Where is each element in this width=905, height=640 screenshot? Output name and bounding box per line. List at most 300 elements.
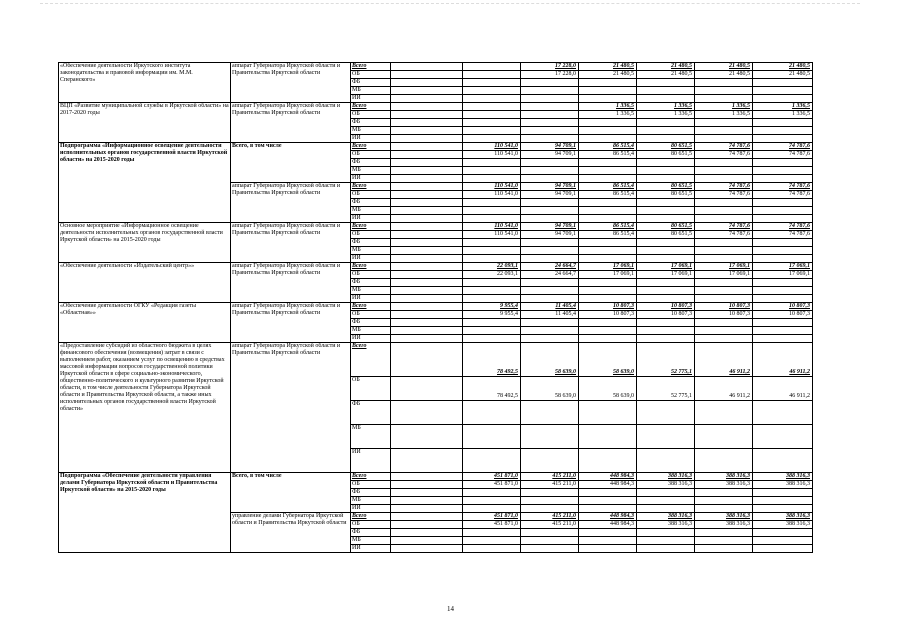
amount-cell: 80 651,5 [637, 143, 695, 151]
amount-cell: 10 807,3 [695, 303, 753, 311]
amount-cell: 46 911,2 [753, 343, 813, 377]
amount-cell [695, 127, 753, 135]
amount-cell [637, 489, 695, 497]
amount-cell: 80 651,5 [637, 151, 695, 159]
executor-cell: аппарат Губернатора Иркутской области и Правительства Иркутской области [231, 343, 351, 473]
amount-cell [579, 545, 637, 553]
amount-cell [695, 207, 753, 215]
amount-cell: 78 492,5 [463, 343, 521, 377]
amount-cell [391, 79, 463, 87]
amount-cell: 74 787,6 [753, 223, 813, 231]
amount-cell: 74 787,6 [695, 183, 753, 191]
amount-cell [753, 79, 813, 87]
amount-cell [753, 505, 813, 513]
funding-source-cell: ОБ [351, 481, 391, 489]
amount-cell: 415 211,0 [521, 481, 579, 489]
amount-cell [521, 207, 579, 215]
amount-cell [695, 497, 753, 505]
amount-cell: 110 541,0 [463, 183, 521, 191]
amount-cell: 17 069,1 [579, 263, 637, 271]
funding-source-cell: Всего [351, 473, 391, 481]
amount-cell [391, 63, 463, 71]
funding-source-cell: ОБ [351, 377, 391, 401]
amount-cell [463, 135, 521, 143]
amount-cell [521, 159, 579, 167]
amount-cell: 388 316,3 [695, 473, 753, 481]
amount-cell [753, 127, 813, 135]
amount-cell: 451 871,0 [463, 473, 521, 481]
funding-source-cell: Всего [351, 143, 391, 151]
amount-cell [579, 401, 637, 425]
amount-cell [753, 287, 813, 295]
amount-cell: 86 515,4 [579, 143, 637, 151]
funding-source-cell: ОБ [351, 311, 391, 319]
funding-source-cell: МБ [351, 127, 391, 135]
amount-cell: 74 787,6 [753, 143, 813, 151]
amount-cell [637, 239, 695, 247]
program-name-cell: «Предоставление субсидий из областного бюджета в целях финансового обеспечения (возмещения) затрат в связи с выполнением работ, оказанием услуг по освещению в средствах массовой информации вопросов государственной политики Иркутской области в сфере социально-экономического, общественно-политического и культурного развития Иркутской области, в том числе деятельности Губернатора Иркутской области и Правительства Иркутской области, а также иных исполнительных органов государственной власти Иркутской области» [59, 343, 231, 473]
amount-cell: 388 316,3 [695, 481, 753, 489]
amount-cell [391, 71, 463, 79]
funding-source-cell: Всего [351, 263, 391, 271]
amount-cell [391, 311, 463, 319]
program-name-cell: «Обеспечение деятельности «Издательский центр»» [59, 263, 231, 303]
amount-cell [579, 167, 637, 175]
amount-cell [579, 239, 637, 247]
funding-source-cell: ОБ [351, 111, 391, 119]
amount-cell [391, 159, 463, 167]
amount-cell [391, 513, 463, 521]
amount-cell: 17 069,1 [579, 271, 637, 279]
amount-cell [637, 127, 695, 135]
amount-cell [391, 231, 463, 239]
amount-cell [391, 271, 463, 279]
funding-source-cell: ИИ [351, 295, 391, 303]
funding-source-cell: ОБ [351, 231, 391, 239]
amount-cell: 21 480,5 [695, 63, 753, 71]
funding-source-cell: ФБ [351, 79, 391, 87]
amount-cell [463, 71, 521, 79]
amount-cell: 110 541,0 [463, 151, 521, 159]
amount-cell [391, 377, 463, 401]
amount-cell [391, 223, 463, 231]
amount-cell: 80 651,5 [637, 191, 695, 199]
amount-cell [579, 255, 637, 263]
amount-cell [753, 537, 813, 545]
amount-cell: 9 955,4 [463, 311, 521, 319]
amount-cell: 110 541,0 [463, 191, 521, 199]
amount-cell [463, 63, 521, 71]
amount-cell [579, 127, 637, 135]
amount-cell [637, 87, 695, 95]
amount-cell: 11 405,4 [521, 303, 579, 311]
amount-cell [463, 401, 521, 425]
amount-cell: 94 709,1 [521, 143, 579, 151]
amount-cell [521, 537, 579, 545]
amount-cell [753, 247, 813, 255]
amount-cell [579, 327, 637, 335]
amount-cell [637, 119, 695, 127]
amount-cell: 415 211,0 [521, 513, 579, 521]
amount-cell: 80 651,5 [637, 223, 695, 231]
amount-cell [637, 505, 695, 513]
amount-cell [521, 489, 579, 497]
amount-cell [463, 199, 521, 207]
amount-cell [391, 343, 463, 377]
amount-cell [695, 247, 753, 255]
amount-cell [753, 401, 813, 425]
program-name-cell: Подпрограмма «Информационное освещение деятельности исполнительных органов государственной власти Иркутской области» на 2015-2020 годы [59, 143, 231, 223]
amount-cell [579, 159, 637, 167]
amount-cell [637, 167, 695, 175]
amount-cell [463, 287, 521, 295]
amount-cell [463, 103, 521, 111]
amount-cell [391, 143, 463, 151]
amount-cell: 94 709,1 [521, 231, 579, 239]
amount-cell [521, 119, 579, 127]
amount-cell [579, 497, 637, 505]
amount-cell [391, 449, 463, 473]
amount-cell [637, 135, 695, 143]
amount-cell: 17 069,1 [637, 263, 695, 271]
amount-cell [695, 327, 753, 335]
amount-cell [637, 255, 695, 263]
amount-cell [753, 135, 813, 143]
table-row [59, 223, 813, 231]
amount-cell [695, 505, 753, 513]
amount-cell [579, 119, 637, 127]
amount-cell: 74 787,6 [753, 151, 813, 159]
amount-cell [463, 247, 521, 255]
amount-cell: 1 336,5 [579, 111, 637, 119]
amount-cell [521, 135, 579, 143]
amount-cell [637, 401, 695, 425]
amount-cell: 415 211,0 [521, 473, 579, 481]
table-row [59, 263, 813, 271]
amount-cell: 21 480,5 [695, 71, 753, 79]
funding-source-cell: МБ [351, 207, 391, 215]
amount-cell: 24 664,7 [521, 271, 579, 279]
amount-cell: 448 984,3 [579, 513, 637, 521]
amount-cell: 10 807,3 [637, 311, 695, 319]
funding-source-cell: МБ [351, 87, 391, 95]
amount-cell [463, 79, 521, 87]
amount-cell [753, 239, 813, 247]
amount-cell [463, 295, 521, 303]
amount-cell: 24 664,7 [521, 263, 579, 271]
amount-cell [391, 327, 463, 335]
amount-cell [521, 239, 579, 247]
funding-source-cell: ОБ [351, 151, 391, 159]
funding-source-cell: ИИ [351, 505, 391, 513]
amount-cell [695, 87, 753, 95]
amount-cell [463, 425, 521, 449]
amount-cell [521, 425, 579, 449]
executor-cell: аппарат Губернатора Иркутской области и Правительства Иркутской области [231, 223, 351, 263]
funding-source-cell: ИИ [351, 135, 391, 143]
funding-source-cell: Всего [351, 303, 391, 311]
amount-cell [391, 167, 463, 175]
amount-cell: 388 316,3 [637, 521, 695, 529]
amount-cell [695, 239, 753, 247]
amount-cell: 17 069,1 [695, 271, 753, 279]
amount-cell [463, 255, 521, 263]
amount-cell: 86 515,4 [579, 231, 637, 239]
amount-cell [521, 103, 579, 111]
funding-source-cell: ИИ [351, 95, 391, 103]
amount-cell [391, 183, 463, 191]
amount-cell [521, 127, 579, 135]
funding-source-cell: Всего [351, 103, 391, 111]
funding-source-cell: ОБ [351, 71, 391, 79]
amount-cell [391, 489, 463, 497]
funding-source-cell: ИИ [351, 449, 391, 473]
amount-cell [463, 239, 521, 247]
amount-cell: 58 639,0 [521, 377, 579, 401]
amount-cell: 74 787,6 [695, 143, 753, 151]
funding-source-cell: ИИ [351, 255, 391, 263]
amount-cell [695, 135, 753, 143]
amount-cell [391, 505, 463, 513]
amount-cell [637, 95, 695, 103]
amount-cell [463, 167, 521, 175]
amount-cell [579, 295, 637, 303]
amount-cell: 448 984,3 [579, 481, 637, 489]
amount-cell [695, 425, 753, 449]
amount-cell [521, 167, 579, 175]
amount-cell [579, 505, 637, 513]
amount-cell: 21 480,5 [753, 63, 813, 71]
amount-cell: 448 984,3 [579, 473, 637, 481]
amount-cell [695, 287, 753, 295]
table-row [59, 143, 813, 151]
amount-cell [753, 545, 813, 553]
amount-cell [579, 87, 637, 95]
amount-cell [753, 175, 813, 183]
amount-cell [753, 449, 813, 473]
amount-cell: 10 807,3 [579, 311, 637, 319]
amount-cell [637, 449, 695, 473]
amount-cell: 388 316,3 [753, 481, 813, 489]
table-row [59, 303, 813, 311]
amount-cell [391, 255, 463, 263]
amount-cell: 10 807,3 [753, 311, 813, 319]
amount-cell [579, 449, 637, 473]
amount-cell [521, 247, 579, 255]
amount-cell: 10 807,3 [695, 311, 753, 319]
amount-cell [521, 87, 579, 95]
amount-cell: 451 871,0 [463, 521, 521, 529]
amount-cell [637, 529, 695, 537]
amount-cell: 74 787,6 [695, 191, 753, 199]
amount-cell [391, 111, 463, 119]
funding-source-cell: МБ [351, 287, 391, 295]
funding-source-cell: Всего [351, 183, 391, 191]
amount-cell [637, 279, 695, 287]
amount-cell [637, 247, 695, 255]
amount-cell: 22 093,1 [463, 271, 521, 279]
amount-cell: 17 228,0 [521, 63, 579, 71]
amount-cell [391, 247, 463, 255]
amount-cell [463, 545, 521, 553]
amount-cell [391, 151, 463, 159]
funding-source-cell: МБ [351, 425, 391, 449]
amount-cell [463, 87, 521, 95]
amount-cell [753, 215, 813, 223]
amount-cell [753, 529, 813, 537]
amount-cell: 94 709,1 [521, 223, 579, 231]
amount-cell [391, 215, 463, 223]
amount-cell: 21 480,5 [579, 71, 637, 79]
funding-source-cell: ИИ [351, 215, 391, 223]
executor-cell: аппарат Губернатора Иркутской области и Правительства Иркутской области [231, 63, 351, 103]
executor-cell: Всего, в том числе [231, 473, 351, 513]
funding-source-cell: Всего [351, 223, 391, 231]
amount-cell [463, 537, 521, 545]
amount-cell: 86 515,4 [579, 191, 637, 199]
amount-cell [391, 521, 463, 529]
amount-cell [753, 87, 813, 95]
budget-table [58, 62, 813, 553]
funding-source-cell: ИИ [351, 175, 391, 183]
amount-cell [695, 295, 753, 303]
amount-cell [391, 239, 463, 247]
funding-source-cell: ИИ [351, 335, 391, 343]
amount-cell [463, 449, 521, 473]
amount-cell: 1 336,5 [637, 103, 695, 111]
amount-cell [391, 287, 463, 295]
amount-cell [753, 489, 813, 497]
amount-cell [391, 425, 463, 449]
funding-source-cell: ФБ [351, 279, 391, 287]
amount-cell: 1 336,5 [695, 111, 753, 119]
table-row [59, 343, 813, 377]
amount-cell [695, 119, 753, 127]
scan-header-marks [40, 3, 860, 7]
program-name-cell: ВЦП «Развитие муниципальной службы в Иркутской области» на 2017-2020 годы [59, 103, 231, 143]
amount-cell [753, 95, 813, 103]
amount-cell: 388 316,3 [695, 513, 753, 521]
funding-source-cell: Всего [351, 63, 391, 71]
executor-cell: аппарат Губернатора Иркутской области и Правительства Иркутской области [231, 303, 351, 343]
amount-cell [521, 335, 579, 343]
amount-cell [637, 159, 695, 167]
amount-cell [753, 279, 813, 287]
amount-cell [391, 119, 463, 127]
amount-cell [753, 199, 813, 207]
amount-cell [695, 159, 753, 167]
amount-cell: 17 069,1 [637, 271, 695, 279]
amount-cell: 110 541,0 [463, 143, 521, 151]
executor-cell: управление делами Губернатора Иркутской области и Правительства Иркутской области [231, 513, 351, 553]
amount-cell [391, 103, 463, 111]
amount-cell: 388 316,3 [637, 473, 695, 481]
amount-cell [637, 497, 695, 505]
amount-cell [521, 295, 579, 303]
amount-cell: 80 651,5 [637, 183, 695, 191]
program-name-cell: «Обеспечение деятельности ОГКУ «Редакция газеты «Областная»» [59, 303, 231, 343]
amount-cell [753, 327, 813, 335]
amount-cell [521, 79, 579, 87]
amount-cell: 58 639,0 [521, 343, 579, 377]
amount-cell [463, 529, 521, 537]
amount-cell: 22 093,1 [463, 263, 521, 271]
amount-cell [579, 537, 637, 545]
amount-cell [637, 79, 695, 87]
amount-cell [753, 119, 813, 127]
amount-cell [463, 127, 521, 135]
amount-cell: 388 316,3 [637, 513, 695, 521]
amount-cell [637, 295, 695, 303]
amount-cell [579, 95, 637, 103]
amount-cell [463, 159, 521, 167]
amount-cell [521, 279, 579, 287]
amount-cell [695, 255, 753, 263]
amount-cell [579, 135, 637, 143]
amount-cell [521, 255, 579, 263]
amount-cell [521, 327, 579, 335]
amount-cell: 58 639,0 [579, 377, 637, 401]
amount-cell [463, 95, 521, 103]
amount-cell [637, 199, 695, 207]
amount-cell: 46 911,2 [695, 377, 753, 401]
amount-cell: 21 480,5 [637, 71, 695, 79]
amount-cell [579, 79, 637, 87]
funding-source-cell: ФБ [351, 199, 391, 207]
amount-cell [579, 287, 637, 295]
executor-cell: аппарат Губернатора Иркутской области и Правительства Иркутской области [231, 263, 351, 303]
amount-cell [753, 319, 813, 327]
amount-cell [753, 425, 813, 449]
amount-cell: 58 639,0 [579, 343, 637, 377]
amount-cell [579, 335, 637, 343]
funding-source-cell: ФБ [351, 401, 391, 425]
amount-cell [579, 207, 637, 215]
amount-cell [637, 327, 695, 335]
amount-cell [695, 199, 753, 207]
amount-cell [391, 207, 463, 215]
funding-source-cell: Всего [351, 343, 391, 377]
funding-source-cell: МБ [351, 537, 391, 545]
amount-cell [695, 95, 753, 103]
amount-cell [391, 199, 463, 207]
funding-source-cell: ФБ [351, 119, 391, 127]
funding-source-cell: МБ [351, 327, 391, 335]
amount-cell: 94 709,1 [521, 191, 579, 199]
amount-cell [695, 401, 753, 425]
amount-cell: 388 316,3 [695, 521, 753, 529]
funding-source-cell: ФБ [351, 529, 391, 537]
amount-cell: 17 069,1 [753, 271, 813, 279]
funding-source-cell: ОБ [351, 271, 391, 279]
amount-cell [463, 111, 521, 119]
amount-cell: 110 541,0 [463, 231, 521, 239]
amount-cell: 86 515,4 [579, 183, 637, 191]
amount-cell [463, 119, 521, 127]
amount-cell: 415 211,0 [521, 521, 579, 529]
amount-cell [521, 95, 579, 103]
amount-cell [463, 207, 521, 215]
amount-cell: 388 316,3 [753, 513, 813, 521]
amount-cell [463, 335, 521, 343]
amount-cell: 388 316,3 [753, 473, 813, 481]
amount-cell: 21 480,5 [579, 63, 637, 71]
amount-cell [695, 79, 753, 87]
funding-source-cell: ФБ [351, 159, 391, 167]
amount-cell [391, 537, 463, 545]
executor-cell: аппарат Губернатора Иркутской области и Правительства Иркутской области [231, 183, 351, 223]
executor-cell: аппарат Губернатора Иркутской области и Правительства Иркутской области [231, 103, 351, 143]
